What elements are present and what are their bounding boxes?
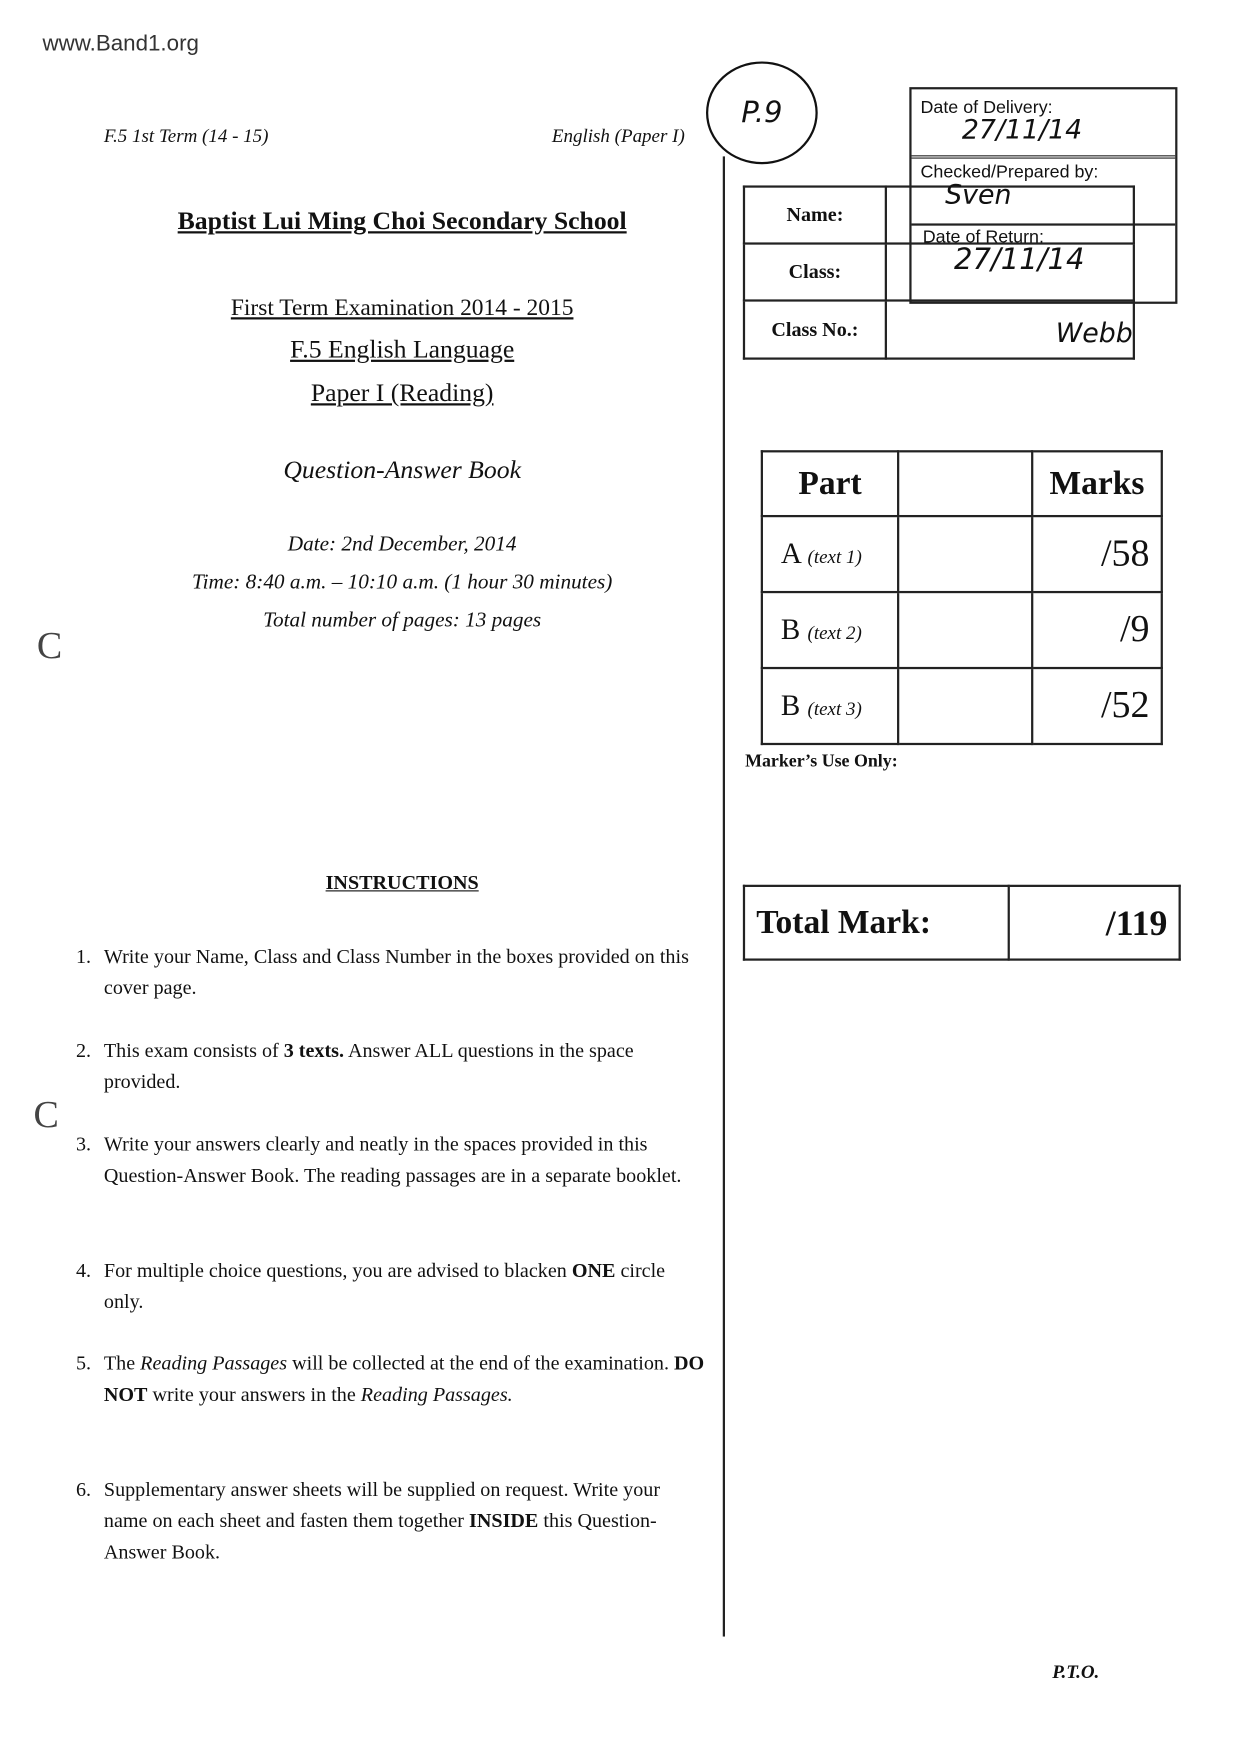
instruction-segment: Reading Passages. xyxy=(360,1382,513,1406)
part-letter: A xyxy=(780,537,801,570)
class-no-signature: Webb xyxy=(1055,317,1133,349)
scan-mark: C xyxy=(33,1094,59,1137)
delivery-date: 27/11/14 xyxy=(961,113,1083,146)
part-text: (text 1) xyxy=(807,546,862,568)
instruction-item xyxy=(76,1034,707,1097)
marks-row xyxy=(762,668,1162,744)
header-term: F.5 1st Term (14 - 15) xyxy=(103,125,269,147)
name-label: Name: xyxy=(744,187,886,244)
checked-signature: Sven xyxy=(945,178,1012,211)
instruction-text xyxy=(104,1128,707,1191)
total-mark-table xyxy=(743,885,1181,961)
instruction-number: 3. xyxy=(75,1132,92,1156)
instruction-number: 2. xyxy=(75,1038,92,1062)
instruction-segment: circle only. xyxy=(103,1258,666,1313)
pto-label: P.T.O. xyxy=(1052,1661,1100,1683)
paper-title: Paper I (Reading) xyxy=(310,378,494,407)
instruction-item xyxy=(76,1473,707,1567)
total-label: Total Mark: xyxy=(744,886,1009,960)
max-marks: /58 xyxy=(1032,516,1162,592)
instruction-segment: For multiple choice questions, you are advised to blacken xyxy=(103,1258,572,1282)
scan-mark: C xyxy=(36,625,63,667)
instruction-segment: 3 texts. xyxy=(283,1038,345,1062)
score-field[interactable] xyxy=(898,516,1032,592)
part-letter: B xyxy=(780,689,801,722)
school-title: Baptist Lui Ming Choi Secondary School xyxy=(177,206,627,235)
marker-note: Marker’s Use Only: xyxy=(745,751,898,771)
instructions-title: INSTRUCTIONS xyxy=(325,871,479,894)
instruction-text xyxy=(104,941,707,1004)
class-label: Class: xyxy=(744,244,886,301)
instruction-number: 6. xyxy=(75,1477,92,1501)
checked-label: Checked/Prepared by: xyxy=(920,163,1099,183)
instruction-segment: DO NOT xyxy=(103,1351,705,1406)
instruction-segment: will be collected at the end of the examination. xyxy=(287,1351,675,1375)
instruction-text xyxy=(104,1034,707,1097)
marks-row xyxy=(762,592,1162,668)
header-part: Part xyxy=(762,451,898,516)
marks-row xyxy=(762,516,1162,592)
watermark: www.Band1.org xyxy=(42,31,199,56)
instruction-item xyxy=(76,1128,707,1191)
instruction-segment: This exam consists of xyxy=(103,1038,284,1062)
instruction-text xyxy=(104,1473,707,1567)
delivery-stamp xyxy=(909,87,1177,304)
page-count: Total number of pages: 13 pages xyxy=(263,608,542,633)
book-title: Question-Answer Book xyxy=(283,455,521,484)
instruction-segment: The xyxy=(103,1351,141,1375)
exam-title: First Term Examination 2014 - 2015 xyxy=(230,293,574,321)
exam-date: Date: 2nd December, 2014 xyxy=(287,532,517,557)
instruction-number: 4. xyxy=(75,1258,92,1282)
instruction-item xyxy=(76,1255,707,1318)
return-label: Date of Return: xyxy=(922,227,1044,247)
instruction-item xyxy=(76,941,707,1004)
part-text: (text 2) xyxy=(807,622,862,644)
score-field[interactable] xyxy=(898,592,1032,668)
header-blank xyxy=(898,451,1032,516)
max-marks: /52 xyxy=(1032,668,1162,744)
instruction-segment: Supplementary answer sheets will be supplied on request. Write your name on each sheet and fasten them together xyxy=(103,1477,661,1532)
part-text: (text 3) xyxy=(807,698,862,720)
exam-time: Time: 8:40 a.m. – 10:10 a.m. (1 hour 30 minutes) xyxy=(191,570,613,595)
instruction-number: 1. xyxy=(75,945,92,968)
class-no-label: Class No.: xyxy=(744,300,886,358)
instruction-segment: Reading Passages xyxy=(140,1351,288,1375)
instruction-text xyxy=(104,1347,707,1410)
instruction-segment: Answer ALL questions in the space provided. xyxy=(103,1038,634,1093)
instruction-segment: Write your Name, Class and Class Number in the boxes provided on this cover page. xyxy=(103,945,689,999)
instruction-item xyxy=(76,1347,707,1410)
instruction-segment: ONE xyxy=(571,1258,616,1282)
marks-table xyxy=(761,450,1163,745)
instruction-segment: this Question-Answer Book. xyxy=(103,1509,657,1563)
header-subject: English (Paper I) xyxy=(551,125,685,147)
part-letter: B xyxy=(780,613,801,646)
instruction-text xyxy=(104,1255,707,1318)
return-date: 27/11/14 xyxy=(954,243,1085,278)
class-no-field[interactable] xyxy=(886,300,1134,358)
instruction-segment: INSIDE xyxy=(469,1509,539,1532)
instruction-number: 5. xyxy=(75,1351,92,1375)
delivery-label: Date of Delivery: xyxy=(920,98,1053,118)
header-marks: Marks xyxy=(1032,451,1162,516)
instruction-segment: write your answers in the xyxy=(147,1382,361,1406)
course-title: F.5 English Language xyxy=(290,335,515,364)
total-value: /119 xyxy=(1009,886,1180,960)
max-marks: /9 xyxy=(1032,592,1162,668)
score-field[interactable] xyxy=(898,668,1032,744)
instruction-segment: Write your answers clearly and neatly in the spaces provided in this Question-Answer Book. The reading passages are in a separate booklet. xyxy=(103,1132,682,1187)
page-count-annotation: P.9 xyxy=(706,61,818,164)
